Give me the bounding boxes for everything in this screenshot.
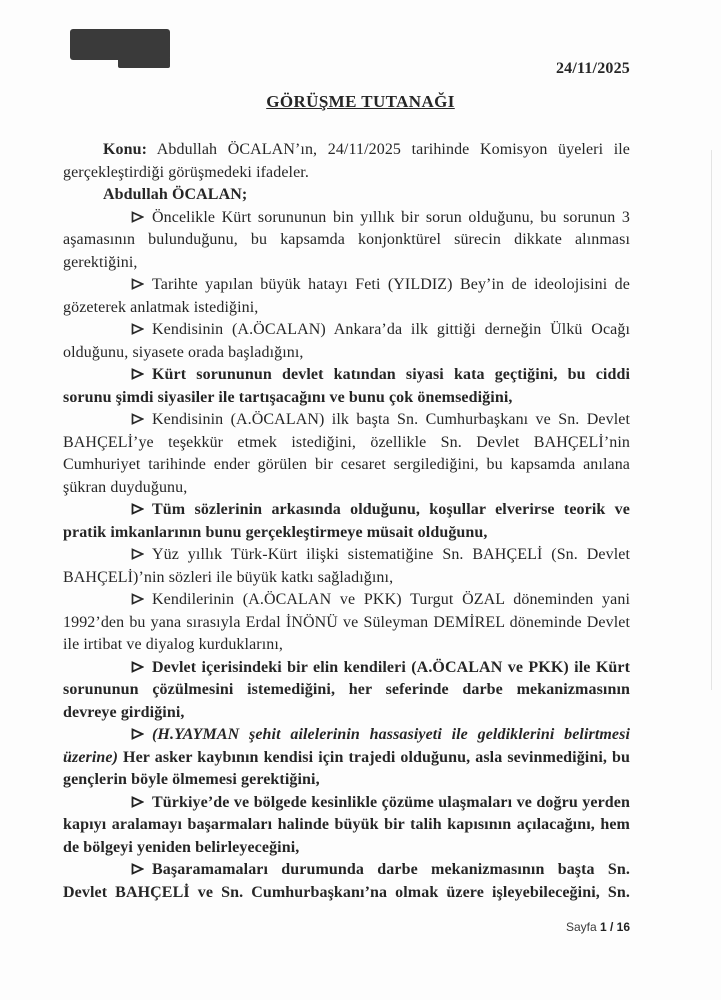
bullet-arrow-icon (97, 724, 144, 747)
bullet-arrow-icon (97, 364, 144, 387)
statement-item: Tarihte yapılan büyük hatayı Feti (YILDIZ) Bey’in de ideolojisini de gözeterek anlatmak istediğini, (63, 276, 630, 316)
bullet-arrow-icon (97, 274, 144, 297)
statement-item: Türkiye’de ve bölgede kesinlikle çözüme ulaşmaları ve doğru yerden kapıyı aralamayı başarmaları halinde büyük bir talih kapısının açılacağını, hem de bölgeyi yeniden belirleyeceğini, (63, 793, 630, 856)
statement-item: Öncelikle Kürt sorununun bin yıllık bir sorun olduğunu, bu sorunun 3 aşamasının bulunduğunu, bu kapsamda konjonktürel sürecin dikkate alınması gerektiğini, (63, 208, 630, 271)
redaction-mark (70, 29, 170, 60)
statement-item: Kendisinin (A.ÖCALAN) ilk başta Sn. Cumhurbaşkanı ve Sn. Devlet BAHÇELİ’ye teşekkür etmek istediğini, özellikle Sn. Devlet BAHÇELİ’nin Cumhuriyet tarihinde ender görülen bir cesaret sergilediğini, bu kapsamda anılana şükran duyduğunu, (63, 411, 630, 496)
statement-item: Başaramamaları durumunda darbe mekanizmasının başta Sn. Devlet BAHÇELİ ve Sn. Cumhurbaşkanı’na olmak üzere işleyebileceğini, Sn. (63, 861, 630, 901)
statement-item: (H.YAYMAN şehit ailelerinin hassasiyeti ile geldiklerini belirtmesi üzerine) Her asker kaybının kendisi için trajedi olduğunu, asla sevinmediğini, bu gençlerin böyle ölmemesi gerektiğini, (63, 726, 630, 788)
bullet-arrow-icon (97, 792, 144, 815)
bullet-arrow-icon (97, 409, 144, 432)
statement-item: Kendilerinin (A.ÖCALAN ve PKK) Turgut ÖZAL döneminden yani 1992’den bu yana sırasıyla Erdal İNÖNÜ ve Süleyman DEMİREL döneminde Devlet ile irtibat ve diyalog kurduklarını, (63, 591, 630, 653)
bullet-arrow-icon (97, 657, 144, 680)
scan-edge-line (711, 150, 712, 690)
subject-line (63, 139, 630, 184)
statement-item: Tüm sözlerinin arkasında olduğunu, koşullar elverirse teorik ve pratik imkanlarının bunu gerçekleştirmeye müsait olduğunu, (63, 501, 630, 541)
page-number-label: Sayfa (565, 920, 597, 934)
bullet-arrow-icon (97, 859, 144, 882)
document-date: 24/11/2025 (555, 60, 630, 77)
page-title: GÖRÜŞME TUTANAĞI (266, 92, 455, 111)
statement-item: Kürt sorununun devlet katından siyasi kata geçtiğini, bu ciddi sorunu şimdi siyasiler ile tartışacağını ve bunu çok önemsediğini, (63, 366, 630, 406)
bullet-arrow-icon (97, 589, 144, 612)
statement-item: Yüz yıllık Türk-Kürt ilişki sistematiğine Sn. BAHÇELİ (Sn. Devlet BAHÇELİ)’nin sözleri ile büyük katkı sağladığını, (63, 546, 630, 586)
bullet-arrow-icon (97, 319, 144, 342)
bullet-arrow-icon (97, 499, 144, 522)
speaker-name: Abdullah ÖCALAN; (103, 186, 248, 203)
statement-item: Kendisinin (A.ÖCALAN) Ankara’da ilk gittiği derneğin Ülkü Ocağı olduğunu, siyasete orada başladığını, (63, 321, 630, 361)
bullet-arrow-icon (97, 207, 144, 230)
subject-text: Abdullah ÖCALAN’ın, 24/11/2025 tarihinde Komisyon üyeleri ile gerçekleştirdiği görüşmedeki ifadeler. (63, 141, 630, 181)
bullet-arrow-icon (97, 544, 144, 567)
subject-label: Konu: (103, 141, 148, 158)
document-body (0, 139, 721, 904)
page-number (566, 920, 630, 934)
statement-item: Devlet içerisindeki bir elin kendileri (A.ÖCALAN ve PKK) ile Kürt sorununun çözülmesini istemediğini, her seferinde darbe mekanizmasının devreye girdiğini, (63, 658, 630, 721)
page-number-value: 1 / 16 (599, 920, 630, 934)
parenthetical-note: (H.YAYMAN şehit ailelerinin hassasiyeti ile geldiklerini belirtmesi üzerine) (63, 726, 630, 766)
